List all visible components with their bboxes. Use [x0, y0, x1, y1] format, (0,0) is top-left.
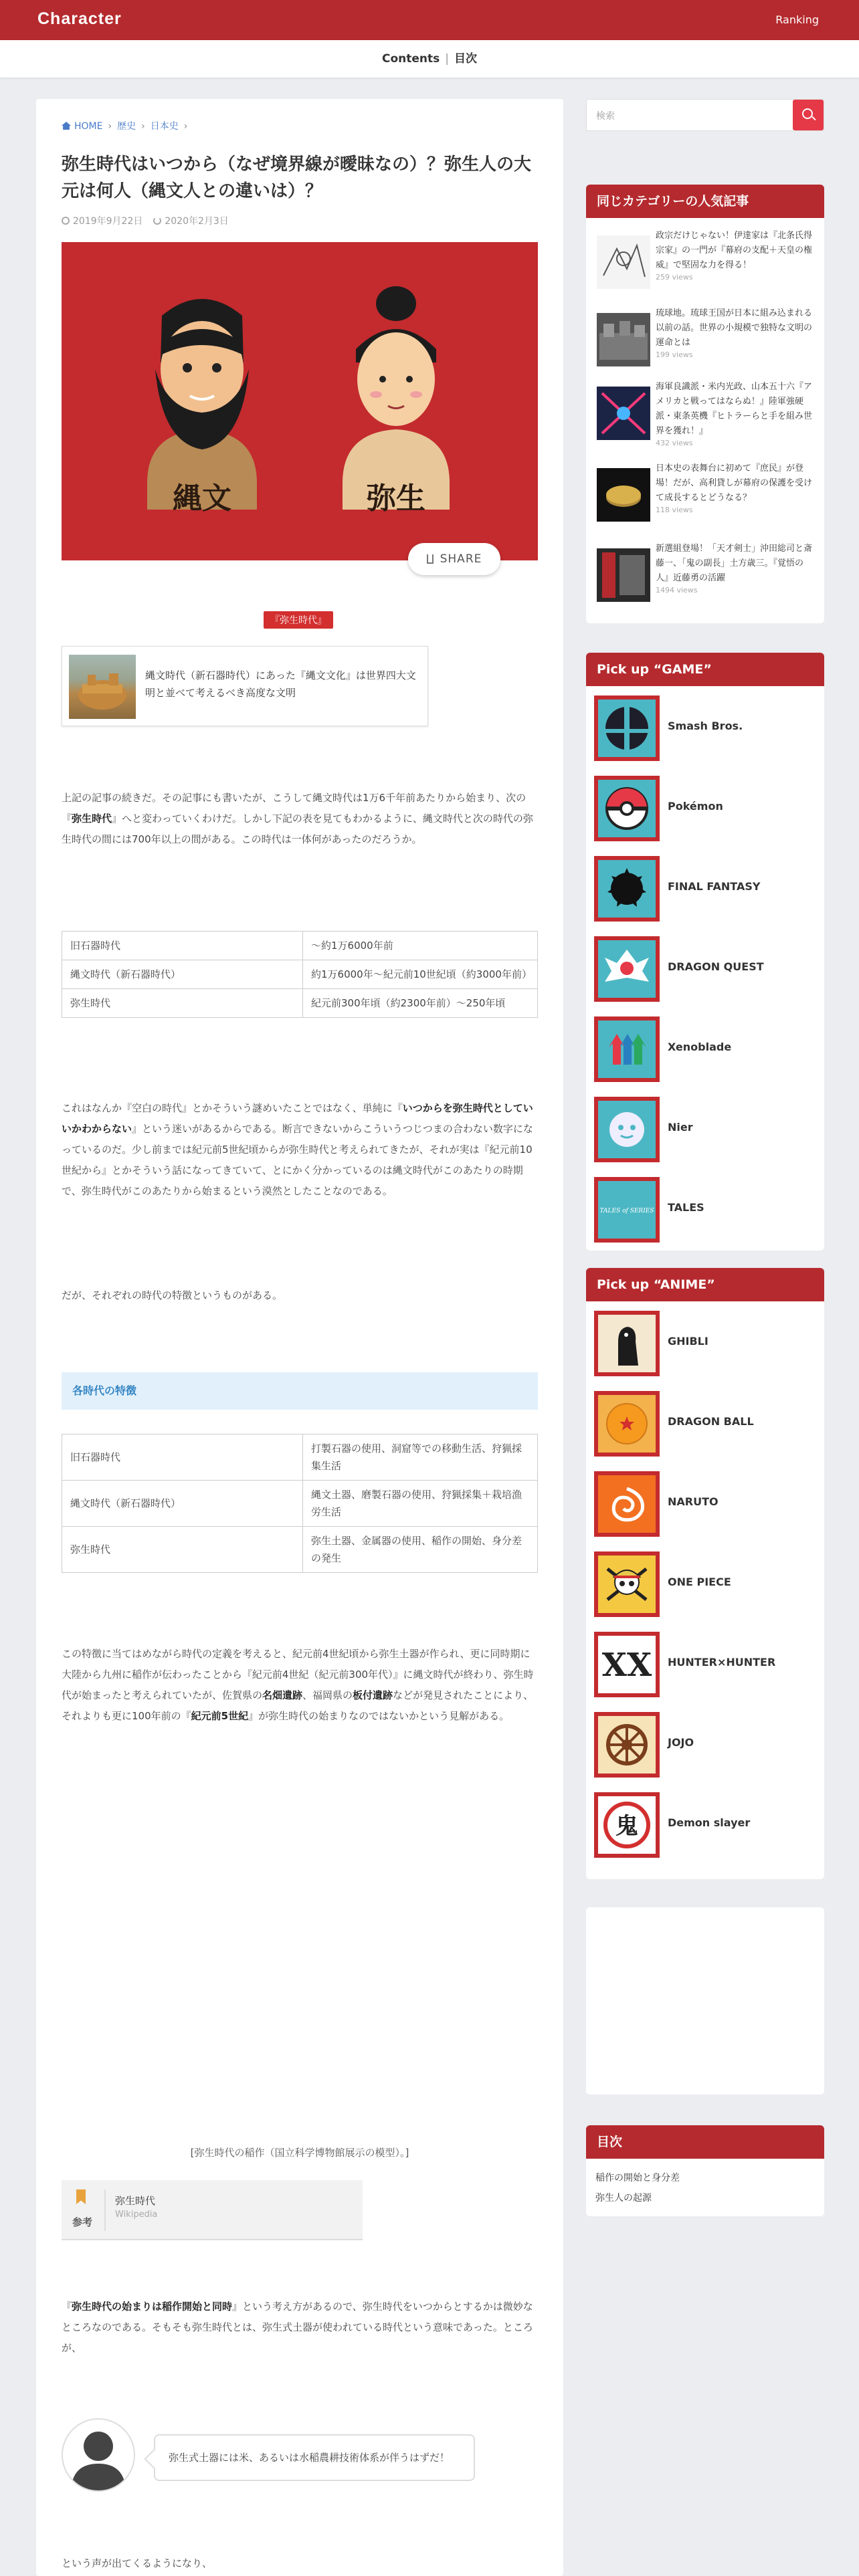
- pickup-item[interactable]: [594, 1307, 815, 1374]
- table-cell: 弥生時代: [62, 1527, 303, 1573]
- blogcard-title: 縄文時代（新石器時代）にあった『縄文文化』は世界四大文明と並べて考えるべき高度な文明: [145, 669, 416, 699]
- table-cell: 縄文時代（新石器時代）: [62, 960, 303, 989]
- reference-label: 参考: [72, 2216, 93, 2228]
- ghibli-totoro-icon: [598, 1315, 656, 1372]
- dragon-quest-slime-icon: [598, 940, 656, 998]
- table-cell: 弥生土器、金属器の使用、稲作の開始、身分差の発生: [303, 1527, 538, 1573]
- paragraph-3: だが、それぞれの時代の特徴というものがある。: [62, 1289, 283, 1301]
- pickup-item[interactable]: [594, 1788, 815, 1855]
- breadcrumb-sep: ›: [108, 121, 112, 132]
- updated-date: 2020年2月3日: [165, 216, 229, 227]
- jomon-yayoi-illustration: [62, 242, 538, 560]
- pickup-label: NARUTO: [668, 1495, 719, 1508]
- pickup-item[interactable]: [594, 932, 815, 999]
- pickup-item[interactable]: [594, 1012, 815, 1079]
- table-cell: 弥生時代: [62, 989, 303, 1018]
- table-row: [62, 960, 538, 989]
- final-fantasy-crystal-icon: [598, 860, 656, 918]
- emphasis: 弥生時代: [72, 813, 112, 825]
- emphasis: いつからを弥生時代としていいかわからない: [62, 1102, 533, 1135]
- table-cell: 旧石器時代: [62, 932, 303, 960]
- pickup-label: FINAL FANTASY: [668, 880, 761, 893]
- breadcrumb-sep: ›: [141, 121, 145, 132]
- pickup-item[interactable]: [594, 1387, 815, 1454]
- pickup-game-widget: [586, 653, 824, 1251]
- view-count: 259 views: [656, 273, 693, 282]
- hero-left-label: 縄文: [173, 481, 231, 516]
- view-count: 1494 views: [656, 586, 698, 595]
- popular-title: 新選組登場！「天才剣士」沖田総司と斎藤一、「鬼の副長」土方歳三。『覚悟の人』近藤勇の活躍: [656, 544, 813, 583]
- breadcrumb-japanese-history[interactable]: 日本史: [150, 121, 179, 132]
- pickup-item[interactable]: [594, 1547, 815, 1614]
- pokeball-icon: [598, 780, 656, 837]
- thumbnail-poster: [597, 548, 650, 602]
- search-icon[interactable]: [793, 100, 824, 130]
- pickup-label: DRAGON BALL: [668, 1415, 754, 1428]
- paragraph-1: [62, 788, 538, 850]
- pickup-item[interactable]: [594, 1628, 815, 1695]
- view-count: 199 views: [656, 350, 693, 359]
- pickup-item[interactable]: [594, 1708, 815, 1775]
- table-cell: 約1万6000年〜紀元前10世紀頃（約3000年前）: [303, 960, 538, 989]
- text: これはなんか『空白の時代』とかそういう謎めいたことではなく、単純に『: [62, 1102, 403, 1114]
- emphasis: 弥生時代の始まりは稲作開始と同時: [72, 2300, 233, 2313]
- text: 』が弥生時代の始まりなのではないかという見解がある。: [248, 1710, 510, 1722]
- nier-mask-icon: [598, 1101, 656, 1158]
- table-row: [62, 1527, 538, 1573]
- demon-slayer-kanji-icon: [598, 1796, 656, 1854]
- table-row: [62, 989, 538, 1018]
- breadcrumb-sep: ›: [183, 121, 188, 132]
- popular-title: 政宗だけじゃない！伊達家は『北条氏得宗家』の一門が『幕府の支配＋天皇の権威』で堅固な力を得る！: [656, 231, 813, 270]
- pickup-item[interactable]: [594, 772, 815, 839]
- text: 上記の記事の続きだ。その記事にも書いたが、こうして縄文時代は1万6千年前あたりから始まり、次の『: [62, 792, 527, 825]
- pickup-label: DRAGON QUEST: [668, 960, 764, 973]
- pickup-label: ONE PIECE: [668, 1576, 731, 1588]
- hxh-glyph: XX: [601, 1646, 652, 1684]
- refresh-icon: [153, 217, 161, 225]
- site-logo[interactable]: Character: [37, 9, 122, 28]
- global-nav: [0, 40, 859, 78]
- speaker-avatar: [62, 2418, 135, 2492]
- section-heading: 各時代の特徴: [62, 1372, 538, 1410]
- post-dates: [62, 214, 538, 227]
- thumbnail-photo: [597, 313, 650, 366]
- nav-separator: |: [445, 52, 449, 66]
- jojo-wheel-icon: [598, 1716, 656, 1774]
- table-row: [62, 1481, 538, 1527]
- reference-source: Wikipedia: [115, 2210, 158, 2220]
- tag-badge[interactable]: 『弥生時代』: [264, 611, 333, 629]
- text: などが発見されたことにより、それよりも更に100年前の『: [62, 1689, 534, 1722]
- divider: [104, 2189, 106, 2231]
- hero-image: [62, 242, 538, 560]
- table-cell: 〜約1万6000年前: [303, 932, 538, 960]
- share-button[interactable]: [408, 543, 500, 575]
- pickup-label: Xenoblade: [668, 1041, 732, 1053]
- popular-title: 日本史の表舞台に初めて『庶民』が登場！だが、高利貸しが幕府の保護を受けて成長するとどうなる？: [656, 463, 813, 503]
- era-features-table: [62, 1434, 538, 1573]
- person-silhouette-icon: [63, 2420, 134, 2490]
- text: 』という迷いがあるからである。断言できないからこういうつじつまの合わない数字になっているのだ。少し前までは紀元前5世紀頃からが弥生時代と考えられてきたが、それが実は『紀元前10世紀から』とかそういう話になってきていて、とにかく分かっているのは縄文時代がこのあたりの時期で、弥生時代がこのあたりから始まるという漠然としたことなのである。: [62, 1123, 533, 1197]
- reference-card[interactable]: [62, 2180, 363, 2240]
- view-count: 432 views: [656, 439, 693, 447]
- page-title: 弥生時代はいつから（なぜ境界線が曖昧なの）？弥生人の大元は何人（縄文人との違いは）？: [62, 154, 532, 201]
- popular-articles-widget: [586, 185, 824, 623]
- smash-bros-icon: [598, 700, 656, 757]
- ad-placeholder: [586, 1907, 824, 2095]
- view-count: 118 views: [656, 506, 693, 514]
- table-cell: 縄文時代（新石器時代）: [62, 1481, 303, 1527]
- pickup-item[interactable]: [594, 1173, 815, 1240]
- breadcrumb-home[interactable]: HOME: [74, 121, 103, 132]
- paragraph-6: という声が出てくるようになり、: [62, 2557, 213, 2569]
- pickup-label: Nier: [668, 1121, 693, 1134]
- text: 『: [62, 2300, 72, 2313]
- thumbnail-crossed-swords: [597, 387, 650, 440]
- popular-item[interactable]: [597, 229, 815, 304]
- text: 、福岡県の: [302, 1689, 353, 1701]
- tales-logo-text: TALES of SERIES: [599, 1208, 654, 1214]
- hero-right-label: 弥生: [367, 481, 425, 516]
- ranking-link[interactable]: Ranking: [775, 13, 819, 26]
- breadcrumb: [62, 119, 538, 132]
- home-icon: [62, 122, 71, 130]
- pickup-item[interactable]: [594, 1467, 815, 1534]
- pickup-label: HUNTER×HUNTER: [668, 1656, 776, 1669]
- widget-title: 目次: [586, 2125, 824, 2159]
- share-label: SHARE: [440, 552, 482, 566]
- pickup-item[interactable]: [594, 1093, 815, 1160]
- dragon-ball-icon: [598, 1395, 656, 1453]
- search-box: [586, 99, 824, 131]
- toc-widget: [586, 2125, 824, 2216]
- popular-item[interactable]: [597, 380, 815, 455]
- emphasis: 紀元前5世紀: [191, 1710, 249, 1722]
- popular-item[interactable]: [597, 461, 815, 536]
- search-input[interactable]: 検索: [596, 111, 615, 122]
- blogcard-thumbnail: [69, 655, 136, 719]
- table-cell: 縄文土器、磨製石器の使用、狩猟採集＋栽培漁労生活: [303, 1481, 538, 1527]
- text: 』へと変わっていくわけだ。しかし下記の表を見てもわかるように、縄文時代と次の時代の弥生時代の間には700年以上の間がある。この時代は一体何があったのだろうか。: [62, 813, 533, 845]
- table-cell: 旧石器時代: [62, 1434, 303, 1481]
- one-piece-skull-icon: [598, 1555, 656, 1613]
- popular-item[interactable]: [597, 542, 815, 617]
- paragraph-2: [62, 1098, 538, 1202]
- thumbnail-coin: [597, 468, 650, 522]
- nav-contents[interactable]: Contents: [382, 52, 440, 66]
- text: 』という考え方があるので、弥生時代をいつからとするかは微妙なところなのである。そもそも弥生時代とは、弥生式土器が使われている時代という意味であった。ところが、: [62, 2300, 533, 2354]
- paragraph-4: [62, 1644, 538, 1727]
- pickup-item[interactable]: [594, 852, 815, 919]
- era-table: [62, 931, 538, 1018]
- emphasis: 名畑遺跡: [262, 1689, 303, 1701]
- pickup-label: Pokémon: [668, 800, 723, 813]
- xenoblade-blades-icon: [598, 1021, 656, 1078]
- widget-title: 同じカテゴリーの人気記事: [586, 185, 824, 218]
- related-blogcard[interactable]: [62, 646, 428, 726]
- table-row: [62, 1434, 538, 1481]
- jomon-thumbnail-image: [69, 655, 136, 719]
- thumbnail-sketch: [597, 235, 650, 289]
- clock-icon: [62, 217, 70, 225]
- popular-item[interactable]: [597, 306, 815, 381]
- image-caption: [弥生時代の稲作（国立科学博物館展示の模型）。]: [190, 2147, 409, 2159]
- reference-title: 弥生時代: [115, 2195, 156, 2207]
- toc-item[interactable]: 稲作の開始と身分差: [595, 2173, 680, 2183]
- table-cell: 紀元前300年頃（約2300年前）〜250年頃: [303, 989, 538, 1018]
- table-cell: 打製石器の使用、洞窟等での移動生活、狩猟採集生活: [303, 1434, 538, 1481]
- popular-title: 海軍良識派・米内光政、山本五十六『アメリカと戦ってはならぬ！』陸軍強硬派・東条英機『ヒトラーらと手を組み世界を獲れ！』: [656, 382, 813, 436]
- hunter-hunter-logo-icon: [598, 1636, 656, 1693]
- tales-logo-icon: [598, 1181, 656, 1239]
- share-icon: [427, 554, 434, 564]
- oni-character: 鬼: [615, 1813, 638, 1840]
- table-row: [62, 932, 538, 960]
- pickup-label: TALES: [668, 1201, 704, 1214]
- pickup-item[interactable]: [594, 691, 815, 758]
- text: この特徴に当てはめながら時代の定義を考えると、紀元前4世紀頃から弥生土器が作られ、更に同時期に大陸から九州に稲作が伝わったことから『紀元前4世紀（紀元前300年代）』に縄文時代が終わり、弥生時代が始まったと考えられていたが、佐賀県の: [62, 1648, 534, 1701]
- paragraph-5: [62, 2296, 538, 2359]
- breadcrumb-history[interactable]: 歴史: [117, 121, 136, 132]
- emphasis: 板付遺跡: [353, 1689, 393, 1701]
- naruto-leaf-icon: [598, 1475, 656, 1533]
- pickup-label: JOJO: [668, 1736, 694, 1749]
- pickup-label: GHIBLI: [668, 1335, 708, 1348]
- widget-title: Pick up “GAME”: [586, 653, 824, 686]
- toc-item[interactable]: 弥生人の起源: [595, 2193, 652, 2204]
- widget-title: Pick up “ANIME”: [586, 1268, 824, 1301]
- pickup-anime-widget: [586, 1268, 824, 1879]
- site-header: [0, 0, 859, 40]
- pickup-label: Smash Bros.: [668, 720, 743, 732]
- popular-title: 琉球地。琉球王国が日本に組み込まれる以前の話。世界の小規模で独特な文明の運命とは: [656, 308, 813, 348]
- bookmark-icon: [76, 2189, 86, 2204]
- published-date: 2019年9月22日: [73, 216, 143, 227]
- nav-toc[interactable]: 目次: [454, 52, 477, 66]
- article-main: [36, 99, 563, 2576]
- pickup-label: Demon slayer: [668, 1816, 751, 1829]
- speech-bubble: 弥生式土器には米、あるいは水稲農耕技術体系が伴うはずだ！: [154, 2434, 475, 2481]
